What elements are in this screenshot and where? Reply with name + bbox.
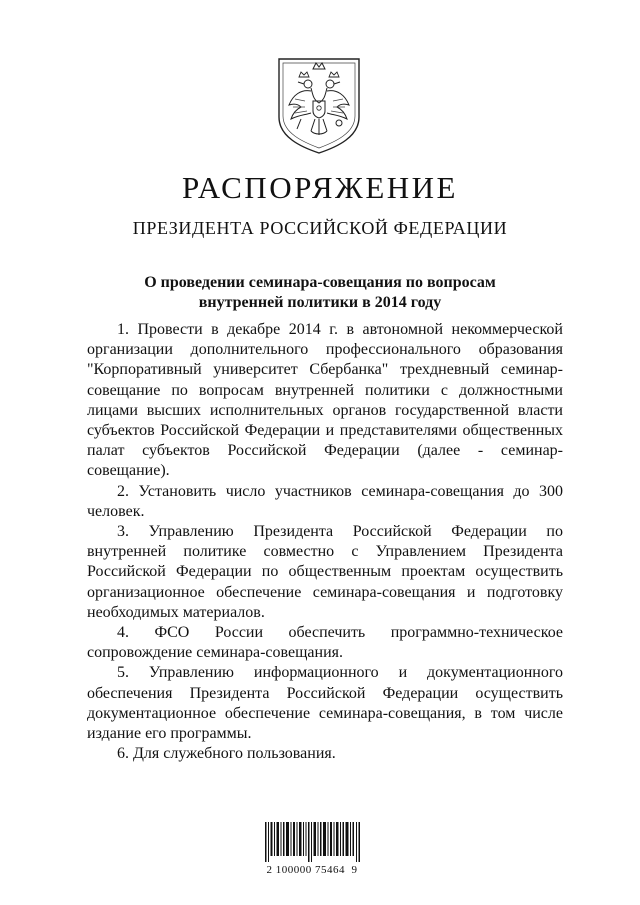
paragraph-5: 5. Управлению информационного и документационного обеспечения Президента Российской Федерации осуществить документационное обеспечение семинара-совещания, в том числе издание его программы. bbox=[87, 664, 563, 743]
paragraph-1: 1. Провести в декабре 2014 г. в автономной некоммерческой организации дополнительного профессионального образования "Корпоративный университет Сбербанка" трехдневный семинар-совещание по вопросам внутренней политики с должностными лицами высших исполнительных органов государственной власти субъектов Российской Федерации и представителями общественных палат субъектов Российской Федерации (далее - семинар-совещание). bbox=[87, 321, 563, 480]
paragraph-4: 4. ФСО России обеспечить программно-техническое сопровождение семинара-совещания. bbox=[87, 624, 563, 662]
document-body bbox=[87, 320, 563, 764]
coat-of-arms-emblem bbox=[275, 55, 363, 155]
paragraph-6: 6. Для служебного пользования. bbox=[117, 745, 336, 763]
russian-coat-of-arms-icon bbox=[275, 55, 363, 155]
paragraph-2: 2. Установить число участников семинара-совещания до 300 человек. bbox=[87, 482, 563, 520]
subject-line-2: внутренней политики в 2014 году bbox=[198, 294, 442, 311]
document-issuer: ПРЕЗИДЕНТА РОССИЙСКОЙ ФЕДЕРАЦИИ bbox=[132, 218, 508, 238]
barcode-icon bbox=[265, 822, 361, 862]
barcode-number: 2 100000 75464 9 bbox=[266, 864, 358, 876]
paragraph-3: 3. Управлению Президента Российской Федерации по внутренней политике совместно с Управлением Президента Российской Федерации по общественным проектам осуществить организационное обеспечение семинара-совещания и подготовку необходимых материалов. bbox=[87, 523, 563, 621]
document-subject bbox=[0, 273, 640, 313]
subject-line-1: О проведении семинара-совещания по вопросам bbox=[144, 274, 496, 291]
document-type-title: РАСПОРЯЖЕНИЕ bbox=[182, 170, 458, 205]
